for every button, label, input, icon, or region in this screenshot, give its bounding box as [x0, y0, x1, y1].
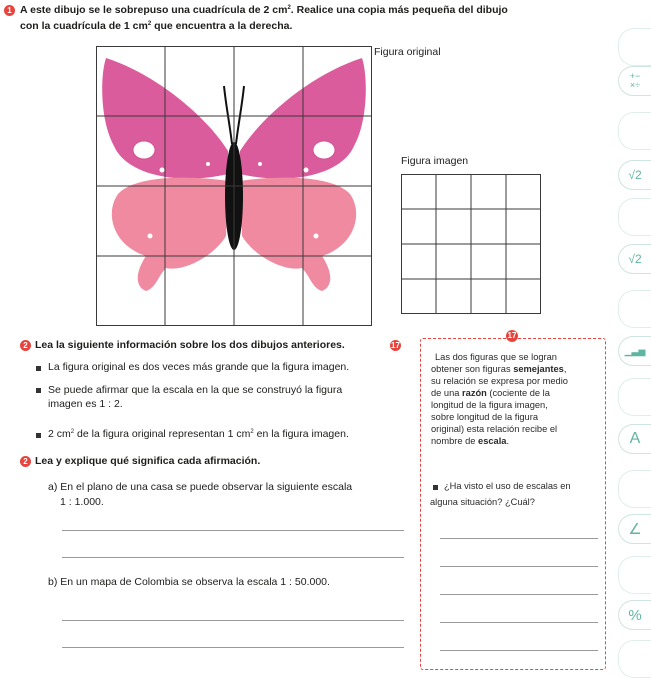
note-line-2 [431, 363, 603, 375]
angle-icon: ∠ [618, 514, 651, 544]
bar-chart-icon: ▁▃▅ [618, 336, 651, 366]
exercise-1-text-c: con la cuadrícula de 1 cm [20, 20, 148, 32]
note-line-3: su relación se expresa por medio [431, 376, 568, 386]
bullet-3-text [48, 428, 408, 441]
bullet-1-marker [36, 366, 41, 371]
note-answer-line-3[interactable] [440, 594, 598, 595]
side-icon-arc-3 [618, 198, 651, 236]
note-question-bullet [433, 485, 438, 490]
item-b-text: b) En un mapa de Colombia se observa la escala 1 : 50.000. [48, 576, 330, 588]
antenna-left [224, 86, 232, 144]
sqrt-icon: √2 [618, 160, 651, 190]
side-icon-arc-8 [618, 640, 651, 678]
note-line-2c: , [563, 364, 567, 374]
exercise-1-text-b: . Realice una copia más pequeña del dibujo [290, 4, 508, 16]
right-wing-spot-small-2 [258, 162, 262, 166]
left-wing-spot-small [160, 168, 165, 173]
side-icon-arc-4 [618, 290, 651, 328]
answer-line-a1[interactable] [62, 530, 404, 531]
percent-icon: % [618, 600, 651, 630]
exercise-2-number: 2 [20, 340, 31, 351]
left-wing-spot-small-2 [206, 162, 210, 166]
note-line-8 [431, 435, 603, 447]
side-icon-arc-7 [618, 556, 651, 594]
right-wing-spot-large [313, 141, 335, 159]
note-body [431, 351, 603, 447]
image-grid[interactable] [401, 174, 541, 314]
left-wing-spot-large [133, 141, 155, 159]
bullet-3-marker [36, 433, 41, 438]
item-a-line1: a) En el plano de una casa se puede observar la siguiente escala [48, 481, 353, 493]
ref-badge-17: 17 [391, 341, 400, 350]
exercise-2b-number: 2 [20, 456, 31, 467]
answer-line-a2[interactable] [62, 557, 404, 558]
bullet-2-marker [36, 388, 41, 393]
exercise-1-number: 1 [4, 5, 15, 16]
lower-right-wing [240, 178, 356, 291]
bullet-3-sup-b: 2 [250, 429, 254, 435]
plus-minus-icon: +− ×÷ [618, 66, 651, 96]
side-icon-arc-6 [618, 470, 651, 508]
exercise-2b-title: Lea y explique qué significa cada afirmación. [35, 455, 261, 467]
bullet-1-text: La figura original es dos veces más grande que la figura imagen. [48, 361, 350, 373]
exercise-1-text-d: que encuentra a la derecha. [151, 20, 293, 32]
note-line-7: original) esta relación recibe el [431, 424, 558, 434]
exercise-1-sup-a: 2 [287, 5, 291, 11]
note-line-6: sobre longitud de la figura [431, 412, 538, 422]
note-badge: 17 [507, 331, 517, 340]
note-question-line1: ¿Ha visto el uso de escalas en [444, 481, 571, 491]
bullet-2-text: Se puede afirmar que la escala en la que se construyó la figura imagen es 1 : 2. [48, 384, 343, 410]
bullet-3-sup-a: 2 [70, 429, 75, 435]
note-answer-line-4[interactable] [440, 622, 598, 623]
note-line-8c: . [506, 436, 510, 446]
note-term-razon: razón [462, 388, 487, 398]
triangle-icon: A [618, 424, 651, 454]
note-question [430, 480, 604, 508]
left-wing-spot-lower [148, 234, 153, 239]
note-answer-line-5[interactable] [440, 650, 598, 651]
side-icon-arc-2 [618, 112, 651, 150]
note-line-1: Las dos figuras que se logran [435, 352, 557, 362]
item-a-line2: 1 : 1.000. [60, 496, 104, 508]
note-question-line2: alguna situación? ¿Cuál? [430, 497, 535, 507]
right-wing-spot-lower [314, 234, 319, 239]
note-line-4c: (cociente de la [486, 388, 550, 398]
original-figure [96, 46, 372, 326]
note-term-semejantes: semejantes [513, 364, 564, 374]
note-term-escala: escala [478, 436, 507, 446]
exercise-2-title: Lea la siguiente información sobre los dos dibujos anteriores. [35, 339, 345, 351]
exercise-1-instruction-line1 [20, 4, 620, 17]
label-original-figure: Figura original [374, 46, 441, 58]
label-image-figure: Figura imagen [401, 155, 469, 167]
note-line-4 [431, 387, 603, 399]
note-line-2a: obtener son figuras [431, 364, 514, 374]
side-icon-arc-5 [618, 378, 651, 416]
antenna-right [236, 86, 244, 144]
answer-line-b1[interactable] [62, 620, 404, 621]
note-answer-line-2[interactable] [440, 566, 598, 567]
exercise-1-text-a: A este dibujo se le sobrepuso una cuadrícula de 2 cm [20, 4, 288, 16]
note-line-5: longitud de la figura imagen, [431, 400, 548, 410]
side-icon-top-arc [618, 28, 651, 66]
exercise-1-instruction-line2 [20, 20, 620, 33]
bullet-3-part-b: de la figura original representan 1 cm [74, 428, 251, 440]
right-wing-spot-small [304, 168, 309, 173]
bullet-3-part-a: 2 cm [48, 428, 71, 440]
answer-line-b2[interactable] [62, 647, 404, 648]
note-answer-line-1[interactable] [440, 538, 598, 539]
sqrt-icon-2: √2 [618, 244, 651, 274]
note-line-8a: nombre de [431, 436, 479, 446]
exercise-1-sup-b: 2 [147, 21, 152, 27]
bullet-3-part-c: en la figura imagen. [253, 428, 349, 440]
note-line-4a: de una [431, 388, 463, 398]
lower-left-wing [112, 178, 228, 291]
